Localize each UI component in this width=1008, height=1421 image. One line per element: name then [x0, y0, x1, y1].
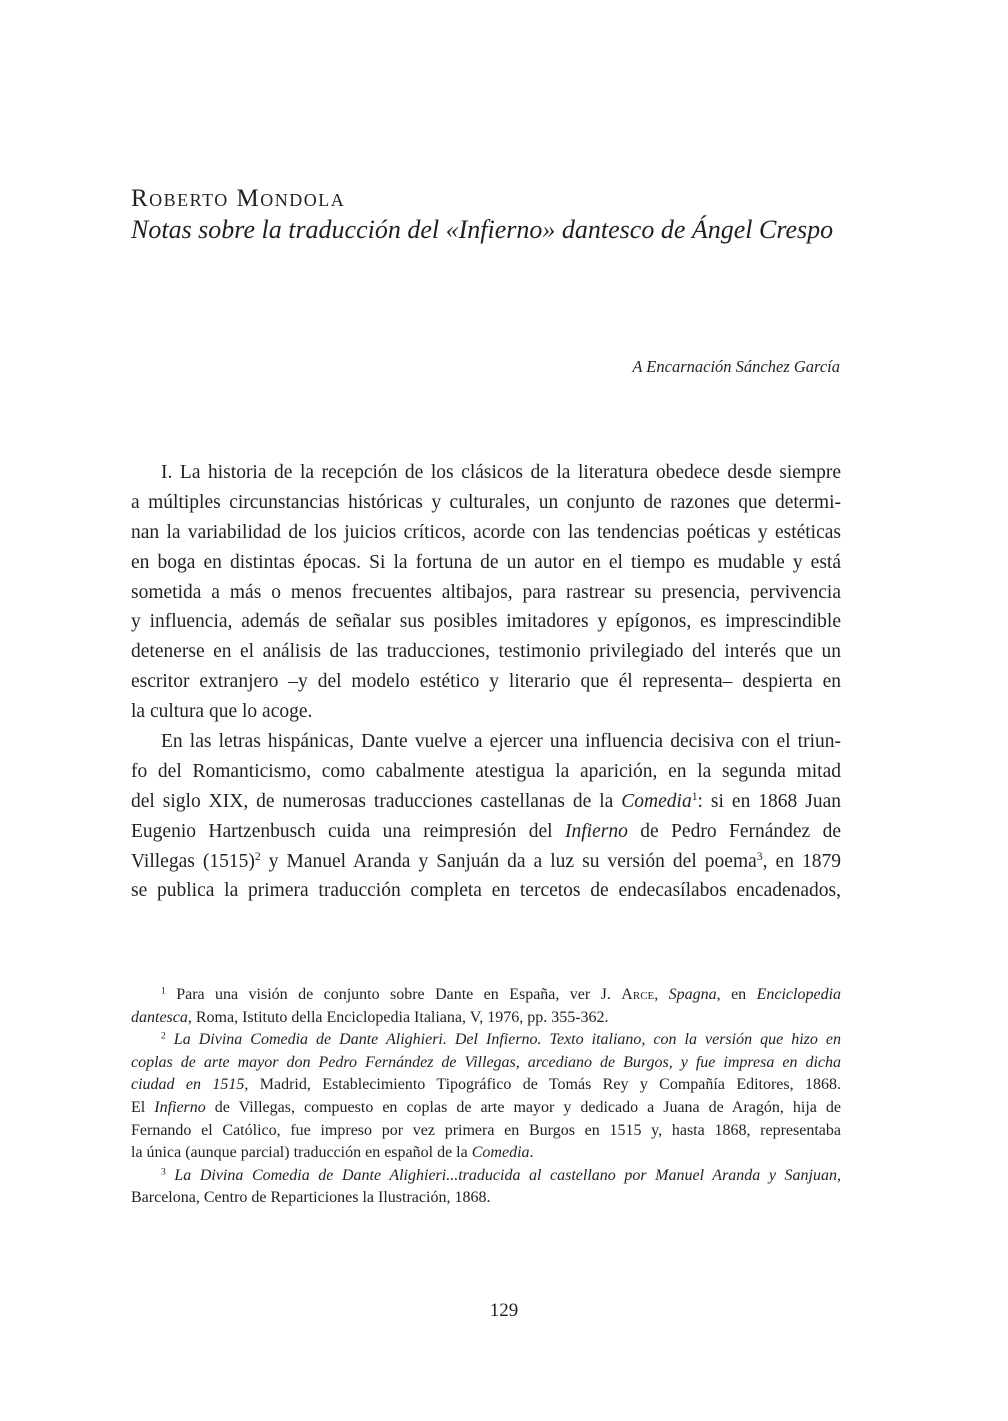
article-title: Notas sobre la traducción del «Infierno» dantesco de Ángel Crespo	[131, 215, 834, 244]
text-run: .	[529, 1144, 534, 1162]
footnote-2-line	[131, 1097, 841, 1120]
text-run: y Manuel Aranda y Sanjuán da a luz su versión del poema	[260, 850, 757, 872]
paragraph-1-line: la cultura que lo acoge.	[131, 701, 313, 723]
text-run: de Pedro Fernández de	[627, 820, 842, 842]
work-title: Enciclopedia	[756, 986, 842, 1003]
footnote-2-line	[131, 1052, 841, 1075]
footnote-3	[131, 1165, 841, 1188]
paragraph-1-line: a múltiples circunstancias históricas y culturales, un conjunto de razones que determi-	[131, 491, 841, 513]
footnote-number: 2	[161, 1030, 166, 1042]
text-run: : si en 1868 Juan	[697, 790, 841, 812]
work-title: La Divina Comedia de Dante Alighieri...traducida al castellano por Manuel Aranda y Sanjuan	[165, 1166, 837, 1184]
text-run: , Madrid, Establecimiento Tipográfico de Tomás Rey y Compañía Editores, 1868.	[244, 1076, 842, 1094]
paragraph-2-line	[131, 787, 841, 817]
text-run: la única (aunque parcial) traducción en español de la	[131, 1144, 472, 1162]
footnotes	[131, 984, 841, 1210]
text-run: El	[131, 1098, 155, 1116]
paragraph-1-line: detenerse en el análisis de las traducciones, testimonio privilegiado del interés que un	[131, 641, 841, 663]
work-title: Spagna	[668, 986, 717, 1003]
paragraph-1-line: escritor extranjero –y del modelo estético y literario que él representa– despierta en	[131, 671, 841, 693]
footnote-ref-3: 3	[756, 849, 763, 863]
work-title: Comedia	[621, 790, 692, 812]
work-title: coplas de arte mayor don Pedro Fernández de Villegas, arcediano de Burgos, y fue impresa en dicha	[131, 1053, 841, 1071]
footnote-2	[131, 1029, 841, 1052]
footnote-2-line	[131, 1074, 841, 1097]
text-run: Eugenio Hartzenbusch cuida una reimpresión del	[131, 820, 566, 842]
text-run: de Villegas, compuesto en coplas de arte mayor y dedicado a Juana de Aragón, hija de	[205, 1098, 842, 1116]
page-number: 129	[489, 1300, 519, 1321]
paragraph-1-line: I. La historia de la recepción de los clásicos de la literatura obedece desde siempre	[161, 462, 841, 483]
footnote-2-line: Fernando el Católico, fue impreso por vez primera en Burgos en 1515 y, hasta 1868, representaba	[131, 1121, 841, 1139]
text-run: , en	[716, 986, 757, 1003]
dedication: A Encarnación Sánchez García	[632, 357, 840, 376]
text-run: del siglo XIX, de numerosas traducciones castellanas de la	[131, 790, 622, 812]
text-run: , en 1879	[762, 850, 841, 872]
work-title: Infierno	[154, 1098, 206, 1116]
footnote-number: 1	[161, 985, 166, 997]
text-run: , Roma, Istituto della Enciclopedia Italiana, V, 1976, pp. 355-362.	[187, 1008, 609, 1026]
footnote-2-line	[131, 1142, 841, 1165]
paragraph-2-line: se publica la primera traducción completa en tercetos de endecasílabos encadenados,	[131, 880, 841, 902]
text-run: ,	[837, 1166, 841, 1184]
footnote-1-line	[131, 1007, 841, 1030]
footnote-ref-2: 2	[254, 849, 261, 863]
work-title: Infierno	[565, 820, 628, 842]
body-text	[131, 458, 841, 906]
work-title: ciudad en 1515	[131, 1076, 245, 1094]
footnote-1	[131, 984, 841, 1007]
text-run: Villegas (1515)	[131, 850, 255, 872]
paragraph-2-line: En las letras hispánicas, Dante vuelve a ejercer una influencia decisiva con el triun-	[161, 731, 841, 753]
author-surname: Arce	[621, 986, 655, 1003]
text-run: ,	[654, 986, 669, 1003]
paragraph-1-line: sometida a más o menos frecuentes altibajos, para rastrear su presencia, pervivencia	[131, 581, 841, 603]
paragraph-1-line: nan la variabilidad de los juicios críticos, acorde con las tendencias poéticas y estéticas	[131, 521, 841, 543]
paragraph-2-line	[131, 847, 841, 877]
work-title: Comedia	[471, 1144, 530, 1162]
work-title: dantesca	[131, 1008, 188, 1026]
paragraph-1-line: en boga en distintas épocas. Si la fortuna de un autor en el tiempo es mudable y está	[131, 551, 841, 573]
author-name: Roberto Mondola	[131, 185, 346, 212]
footnote-ref-1: 1	[691, 789, 698, 803]
footnote-3-line: Barcelona, Centro de Reparticiones la Ilustración, 1868.	[131, 1189, 491, 1207]
text-run: Para una visión de conjunto sobre Dante en España, ver J.	[165, 986, 622, 1003]
paragraph-1-line: y influencia, además de señalar sus posibles imitadores y epígonos, es imprescindible	[131, 611, 841, 633]
work-title: La Divina Comedia de Dante Alighieri. Del Infierno. Texto italiano, con la versión que hizo en	[165, 1031, 841, 1049]
paragraph-2-line: fo del Romanticismo, como cabalmente atestigua la aparición, en la segunda mitad	[131, 760, 841, 782]
paragraph-2-line	[131, 817, 841, 847]
footnote-number: 3	[161, 1166, 166, 1177]
